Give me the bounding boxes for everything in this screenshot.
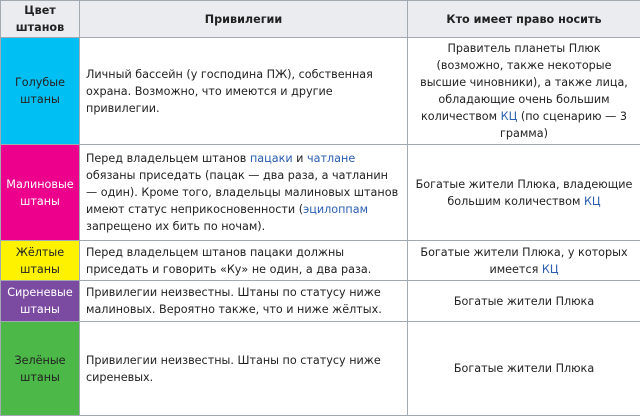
color-cell-yellow <box>1 241 80 281</box>
privileges-text: Привилегии неизвестны. Штаны по статусу ниже малиновых. Вероятно также, что и ниже жёлтых. <box>86 286 382 316</box>
privileges-cell-magenta <box>80 145 408 241</box>
who-cell-green <box>408 322 640 416</box>
color-label-magenta: Малиновые штаны <box>6 178 73 208</box>
color-cell-green <box>1 322 80 416</box>
privileges-cell-yellow <box>80 241 408 281</box>
table-row-green <box>1 322 640 416</box>
kc-link[interactable]: КЦ <box>584 195 601 208</box>
table-row-magenta <box>1 145 640 241</box>
who-cell-purple <box>408 281 640 322</box>
who-text: Богатые жители Плюка <box>454 362 594 375</box>
who-cell-yellow <box>408 241 640 281</box>
table-row-yellow <box>1 241 640 281</box>
who-text-cont: (по сценарию — 3 грамма) <box>500 110 627 140</box>
privileges-text: Перед владельцем штанов пацаки должны приседать и говорить «Ку» не один, а два раза. <box>86 246 371 276</box>
table-row-blue <box>1 38 640 145</box>
header-row <box>1 1 640 38</box>
who-text: Богатые жители Плюка, у которых имеется <box>420 246 627 276</box>
privileges-text-3: обязаны приседать (пацак — два раза, а чатланин — один). Кроме того, владельцы малиновых штанов имеют статус неприкосновенности ( <box>86 169 398 216</box>
privileges-cell-green <box>80 322 408 416</box>
header-who: Кто имеет право носить <box>408 1 640 38</box>
header-privileges: Привилегии <box>80 1 408 38</box>
header-color: Цвет штанов <box>1 1 80 38</box>
privileges-cell-blue <box>80 38 408 145</box>
who-text: Богатые жители Плюка, владеющие большим количеством <box>416 178 633 208</box>
color-cell-purple <box>1 281 80 322</box>
who-cell-blue <box>408 38 640 145</box>
privileges-text: Перед владельцем штанов <box>86 152 250 165</box>
privileges-text-2: и <box>293 152 307 165</box>
table-row-purple <box>1 281 640 322</box>
patsak-link[interactable]: пацаки <box>250 152 293 165</box>
etsilopp-link[interactable]: эцилоппам <box>303 203 368 216</box>
privileges-text: Привилегии неизвестны. Штаны по статусу ниже сиреневых. <box>86 354 381 384</box>
color-label-purple: Сиреневые штаны <box>7 286 73 316</box>
color-label-green: Зелёные штаны <box>14 354 65 384</box>
who-cell-magenta <box>408 145 640 241</box>
privileges-cell-purple <box>80 281 408 322</box>
color-cell-magenta <box>1 145 80 241</box>
who-text: Богатые жители Плюка <box>454 295 594 308</box>
kc-link[interactable]: КЦ <box>501 110 518 123</box>
who-text: Правитель планеты Плюк (возможно, также некоторые высшие чиновники), а также лица, обладающие очень большим количеством <box>420 42 628 123</box>
color-cell-blue <box>1 38 80 145</box>
color-label-blue: Голубые штаны <box>15 76 65 106</box>
kc-link[interactable]: КЦ <box>542 263 559 276</box>
privileges-text: Личный бассейн (у господина ПЖ), собственная охрана. Возможно, что имеются и другие привилегии. <box>86 68 373 115</box>
chatlane-link[interactable]: чатлане <box>307 152 355 165</box>
color-label-yellow: Жёлтые штаны <box>16 246 64 276</box>
privileges-text-4: запрещено их бить по ночам). <box>86 220 265 233</box>
